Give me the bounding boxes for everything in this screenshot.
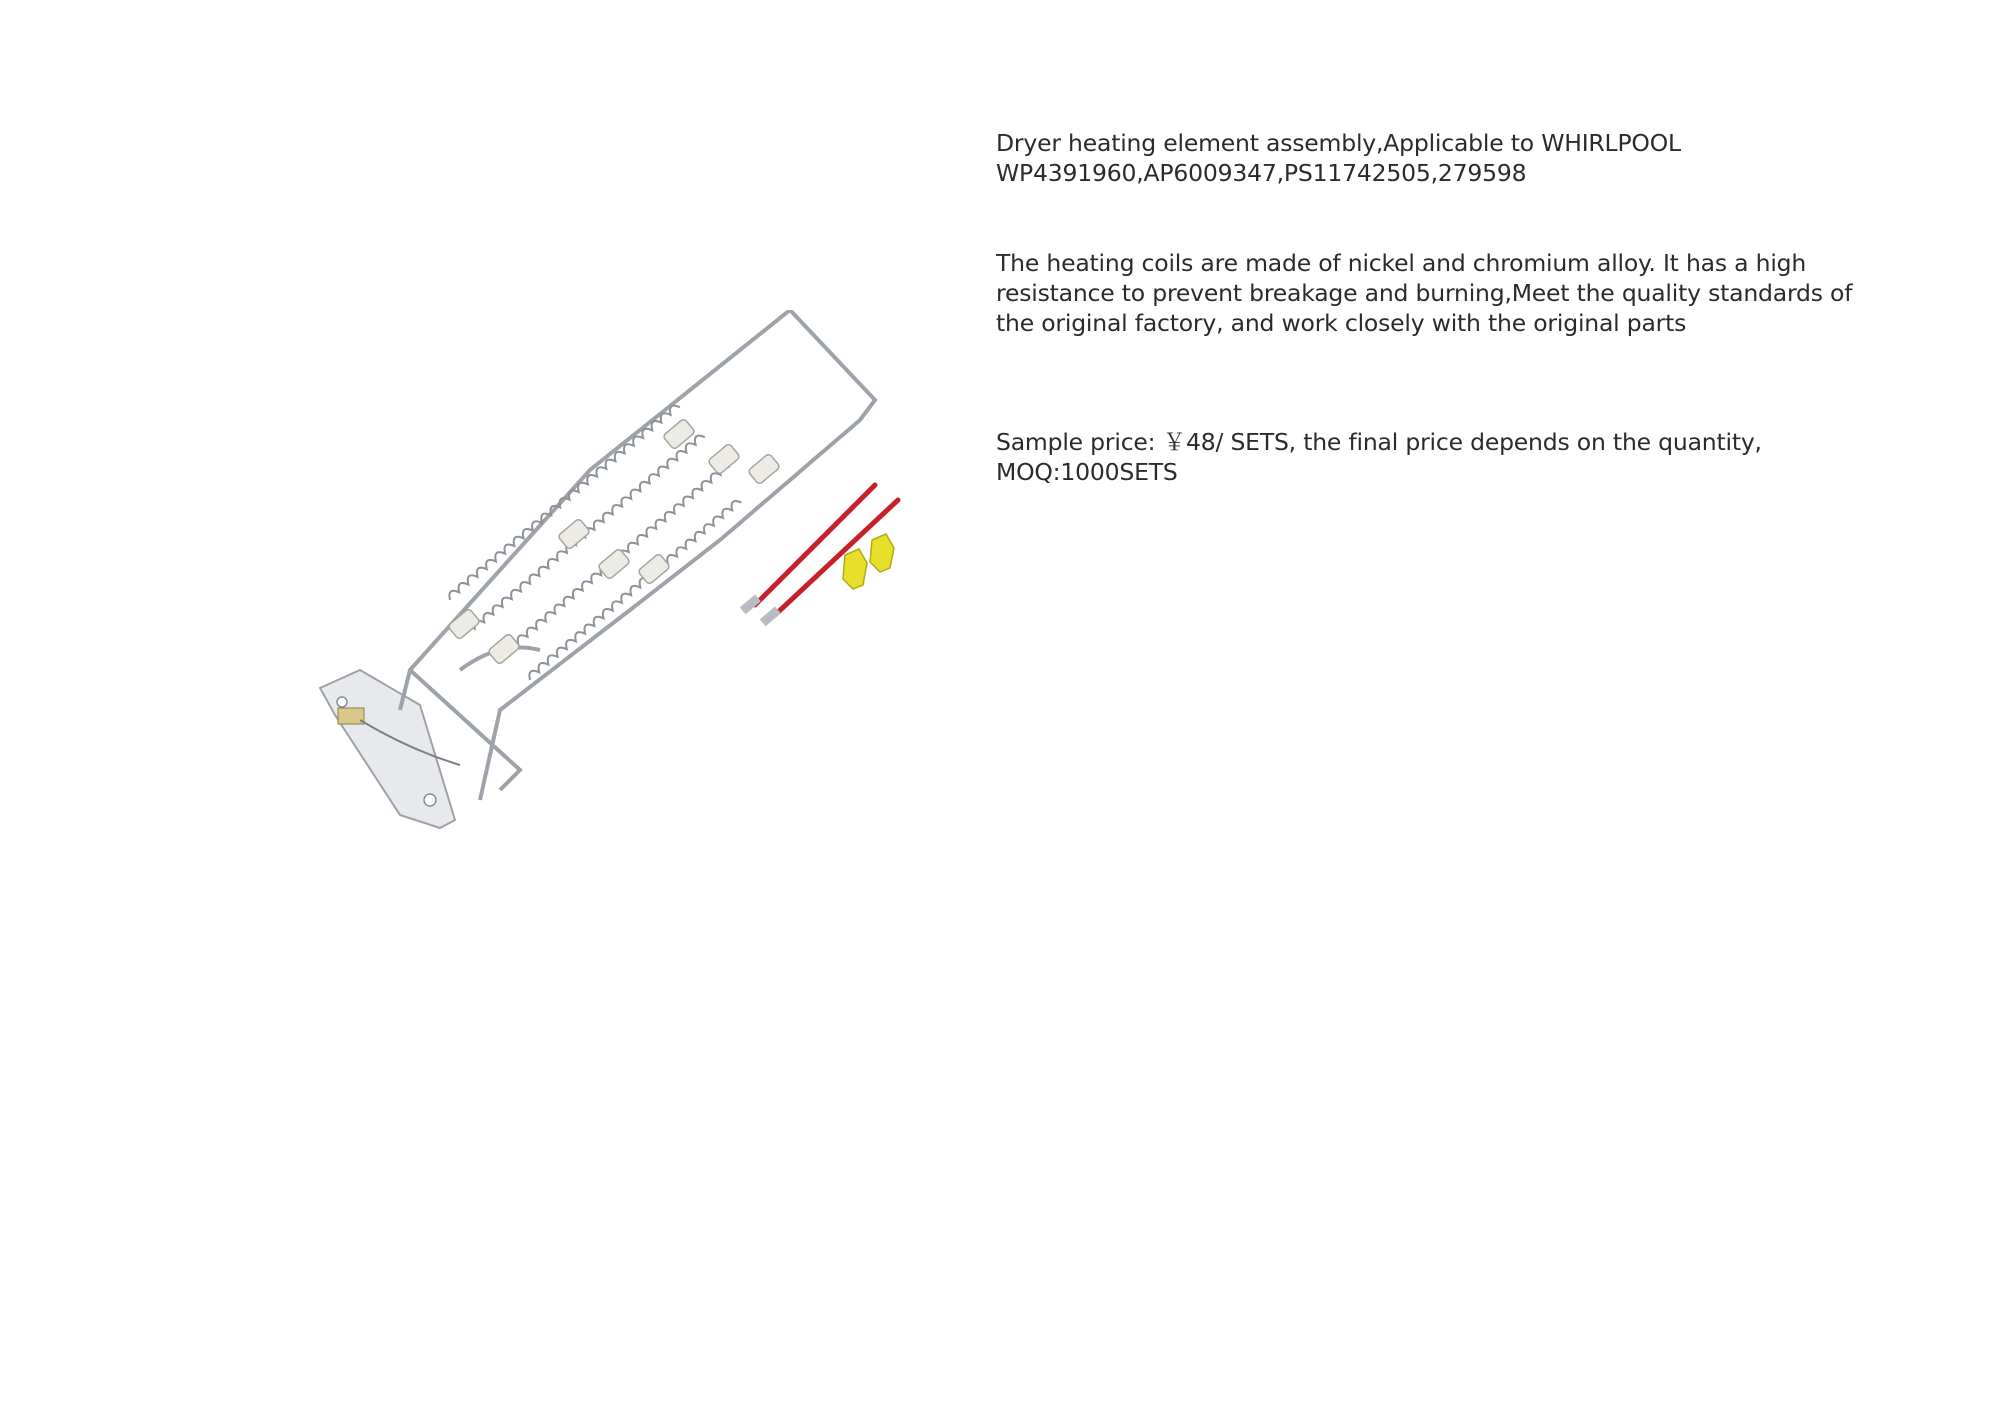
price-info xyxy=(996,427,1876,487)
moq-line: MOQ:1000SETS xyxy=(996,458,1178,486)
product-image xyxy=(300,310,920,840)
description-line: The heating coils are made of nickel and chromium alloy. It has a high xyxy=(996,249,1807,277)
product-title xyxy=(996,128,1876,188)
title-line: Dryer heating element assembly,Applicable to WHIRLPOOL xyxy=(996,129,1681,157)
product-description xyxy=(996,248,1876,338)
description-line: resistance to prevent breakage and burning,Meet the quality standards of xyxy=(996,279,1853,307)
title-line: WP4391960,AP6009347,PS11742505,279598 xyxy=(996,159,1527,187)
heating-element-illustration xyxy=(300,310,920,840)
description-line: the original factory, and work closely with the original parts xyxy=(996,309,1687,337)
price-line: Sample price: ￥48/ SETS, the final price depends on the quantity, xyxy=(996,428,1762,456)
